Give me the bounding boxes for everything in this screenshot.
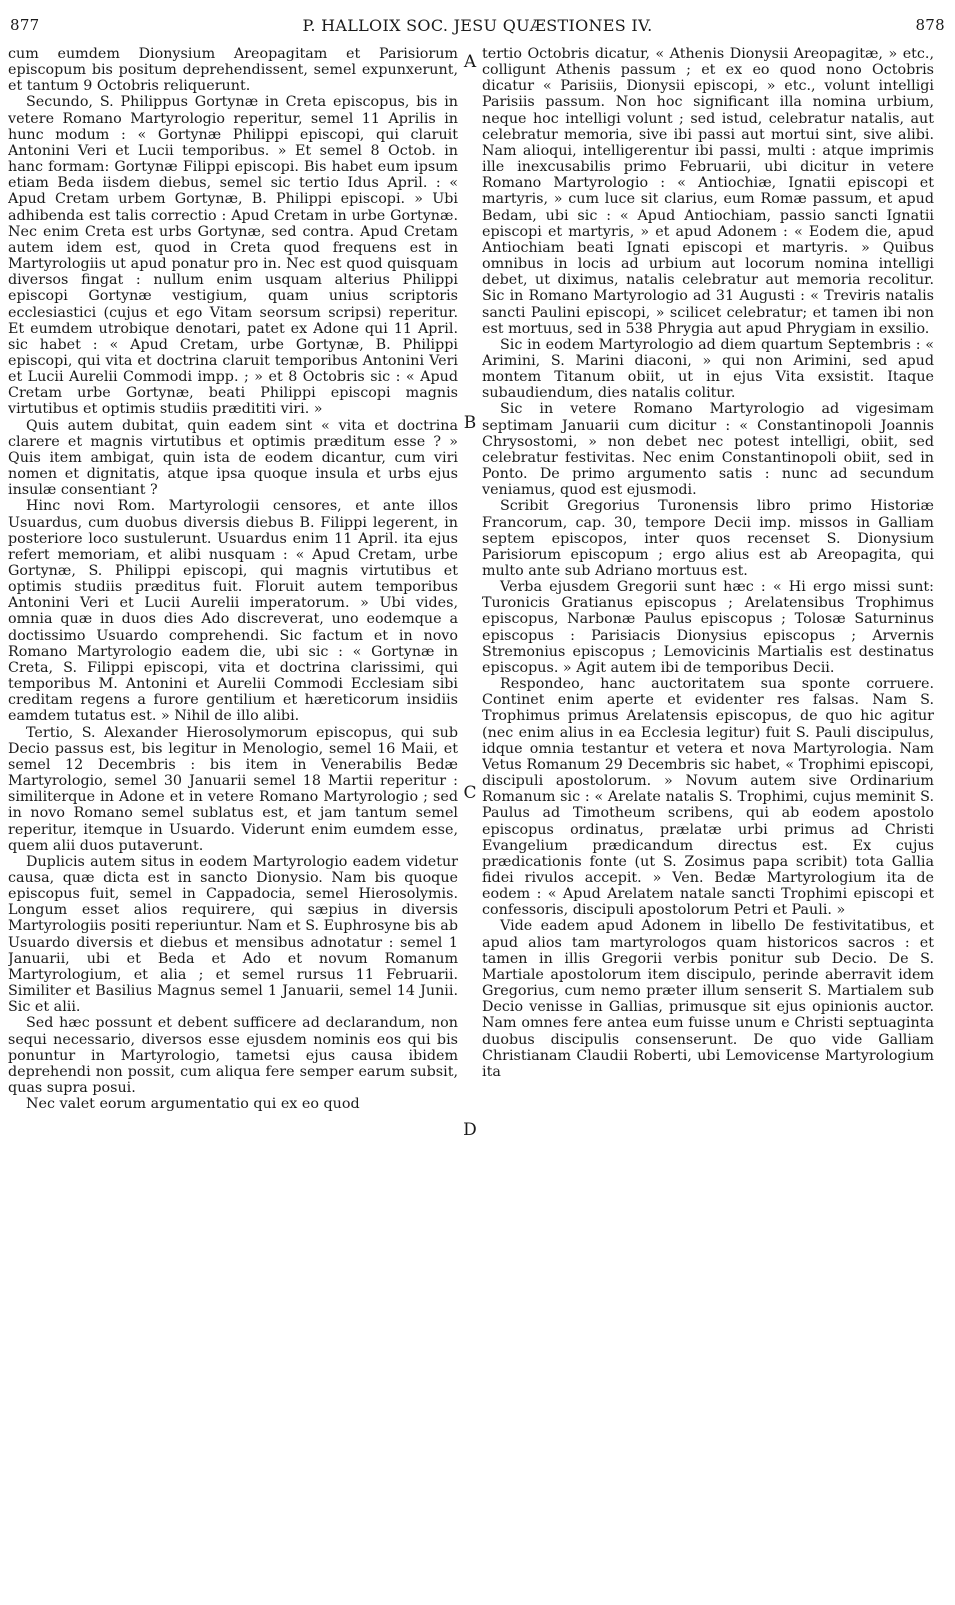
paragraph: Secundo, S. Philippus Gortynæ in Creta episcopus, bis in vetere Romano Martyrologio reperitur, semel 11 Aprilis in hunc modum : « Gortynæ Philippi episcopi, qui claruit Antonini Veri et Lucii temporibus. » Et semel 8 Octob. in hanc formam: Gortynæ Filippi episcopi. Bis habet eum ipsum etiam Beda iisdem diebus, semel sic tertio Idus April. : « Apud Cretam urbem Gortynæ, B. Philippi episcopi. » Ubi adhibenda est talis correctio : Apud Cretam in urbe Gortynæ. Nec enim Creta est urbs Gortynæ, sed contra. Apud Cretam autem idem est, quod in Creta quod frequens est in Martyrologiis ut apud ponatur pro in. Nec est quod quisquam diversos fingat : nullum enim usquam alterius Philippi episcopi Gortynæ vestigium, quam unius scriptoris ecclesiastici (cujus et ego Vitam seorsum scripsi) reperitur. Et eumdem utrobique denotari, patet ex Adone qui 11 April. sic habet : « Apud Cretam, urbe Gortynæ, B. Philippi episcopi, qui vita et doctrina claruit temporibus Antonini Veri et Lucii Aurelii Commodi impp. ; » et 8 Octobris sic : « Apud Cretam urbe Gortynæ, beati Philippi episcopi magnis virtutibus et optimis studiis prædititi viri. » xyxy=(8,94,458,418)
paragraph: Nec valet eorum argumentatio qui ex eo quod xyxy=(26,1096,360,1113)
margin-marker-b: B xyxy=(463,413,477,433)
left-column xyxy=(8,46,458,1591)
paragraph: Scribit Gregorius Turonensis libro primo Historiæ Francorum, cap. 30, tempore Decii imp. missos in Galliam septem episcopos, inter quos recenset S. Dionysium Parisiorum episcopum ; ergo alius est ab Areopagita, qui multo ante sub Adriano mortuus est. xyxy=(482,498,934,579)
paragraph: Sic in eodem Martyrologio ad diem quartum Septembris : « Arimini, S. Marini diaconi, » qui non Arimini, sed apud montem Titanum obiit, ut in ejus Vita exsistit. Itaque subaudiendum, dies natalis colitur. xyxy=(482,336,934,402)
page-number-right: 878 xyxy=(915,16,945,34)
margin-marker-d: D xyxy=(463,1120,477,1140)
paragraph: Tertio, S. Alexander Hierosolymorum episcopus, qui sub Decio passus est, bis legitur in Menologio, semel 16 Maii, et semel 12 Decembris : bis item in Venerabilis Bedæ Martyrologio, semel 30 Januarii semel 18 Martii reperitur : similiterque in Adone et in vetere Romano Martyrologio ; sed in novo Romano semel sublatus est, et jam tantum semel reperitur, itemque in Usuardo. Viderunt enim eumdem esse, quem alii duos putaverunt. xyxy=(8,724,458,854)
paragraph: Respondeo, hanc auctoritatem sua sponte corruere. Continet enim aperte et evidenter res falsas. Nam S. Trophimus primus Arelatensis episcopus, de quo hic agitur (nec enim alius in ea Ecclesia legitur) fuit S. Pauli discipulus, idque omnia testantur et vetera et nova Martyrologia. Nam Vetus Romanum 29 Decembris sic habet, « Trophimi episcopi, discipuli apostolorum. » Novum autem sive Ordinarium Romanum sic : « Arelate natalis S. Trophimi, cujus meminit S. Paulus ad Timotheum scribens, qui ab eodem apostolo episcopus ordinatus, prælatæ urbi primus ad Christi Evangelium prædicandum directus est. Ex cujus prædicationis fonte (ut S. Zosimus papa scribit) tota Gallia fidei rivulos accepit. » Ven. Bedæ Martyrologium ita de eodem : « Apud Arelatem natale sancti Trophimi episcopi et confessoris, discipuli apostolorum Petri et Pauli. » xyxy=(482,676,934,919)
paragraph: Verba ejusdem Gregorii sunt hæc : « Hi ergo missi sunt: Turonicis Gratianus episcopus ; Arelatensibus Trophimus episcopus, Narbonæ Paulus episcopus ; Tolosæ Saturninus episcopus : Parisiacis Dionysius episcopus ; Arvernis Stremonius episcopus ; Lemovicinis Martialis est destinatus episcopus. » Agit autem ibi de temporibus Decii. xyxy=(482,579,934,676)
page-number-left: 877 xyxy=(10,16,40,34)
paragraph: Vide eadem apud Adonem in libello De festivitatibus, et apud alios tam martyrologos quam historicos sacros : et tamen in illis Gregorii verbis ponitur sub Decio. De S. Martiale apostolorum item discipulo, perinde aberravit idem Gregorius, cum nemo præter illum senserit S. Martialem sub Decio venisse in Gallias, primusque sit ejus opinionis auctor. Nam omnes fere antea eum fuisse unum e Christi septuaginta duobus discipulis consenserunt. De quo vide Galliam Christianam Claudii Roberti, ubi Lemovicense Martyrologium ita xyxy=(482,918,934,1080)
running-title: P. HALLOIX SOC. JESU QUÆSTIONES IV. xyxy=(302,16,653,35)
paragraph: Sic in vetere Romano Martyrologio ad vigesimam septimam Januarii cum dicitur : « Constantinopoli Joannis Chrysostomi, » non debet nec potest intelligi, obiit, sed celebratur festivitas. Nec enim Constantinopoli obiit, sed in Ponto. De primo argumento satis : nunc ad secundum veniamus, quod est ejusmodi. xyxy=(482,401,934,499)
paragraph: Sed hæc possunt et debent sufficere ad declarandum, non sequi necessario, diversos esse ejusdem nominis eos qui bis ponuntur in Martyrologio, tametsi ejus causa ibidem deprehendi non possit, cum aliqua fere semper earum subsit, quas supra posui. xyxy=(8,1015,458,1096)
margin-marker-a: A xyxy=(463,52,477,72)
paragraph: Duplicis autem situs in eodem Martyrologio eadem videtur causa, quæ dicta est in sancto Dionysio. Nam bis quoque episcopus fuit, semel in Cappadocia, semel Hierosolymis. Longum esset alios requirere, qui sæpius in diversis Martyrologiis positi reperiuntur. Nam et S. Euphrosyne bis ab Usuardo diversis et diebus et mensibus adnotatur : semel 1 Januarii, ubi et Beda et Ado et novum Romanum Martyrologium, et alia ; et semel rursus 11 Februarii. Similiter et Basilius Magnus semel 1 Januarii, semel 14 Junii. Sic et alii. xyxy=(8,853,458,1016)
right-column xyxy=(482,46,934,1591)
paragraph: tertio Octobris dicatur, « Athenis Dionysii Areopagitæ, » etc., colligunt Athenis passum ; et ex eo quod nono Octobris dicatur « Parisiis, Dionysii episcopi, » etc., volunt intelligi Parisiis passum. Non hoc significant illa nomina urbium, neque hoc intelligi volunt ; sed istud, celebratur natalis, aut celebratur memoria, sive ibi passi aut mortui sint, sive alibi. Nam alioqui, intelligerentur ibi passi, multi : atque imprimis ille inexcusabilis primo Februarii, ubi dicitur in vetere Romano Martyrologio : « Antiochiæ, Ignatii episcopi et martyris, » cum luce sit clarius, eum Romæ passum, et apud Bedam, ubi sic : « Apud Antiochiam, passio sancti Ignatii episcopi et martyris, » et apud Adonem : « Eodem die, apud Antiochiam beati Ignati episcopi et martyris. » Quibus omnibus in locis ad urbium aut locorum nomina intelligi debet, ut diximus, natalis celebratur aut memoria recolitur. Sic in Romano Martyrologio ad 31 Augusti : « Treviris natalis sancti Paulini episcopi, » scilicet celebratur; et tamen ibi non est mortuus, sed in 538 Phrygia aut apud Phrygiam in exsilio. xyxy=(482,46,934,337)
paragraph: Hinc novi Rom. Martyrologii censores, et ante illos Usuardus, cum duobus diversis diebus B. Filippi legerent, in posteriore loco sustulerunt. Usuardus enim 11 April. ita ejus refert memoriam, et alibi nusquam : « Apud Cretam, urbe Gortynæ, S. Philippi episcopi, qui magnis virtutibus et optimis studiis præditus fuit. Floruit autem temporibus Antonini Veri et Lucii Aurelii imperatorum. » Ubi vides, omnia quæ in duos dies Ado discreverat, uno eodemque a doctissimo Usuardo comprehendi. Sic factum et in novo Romano Martyrologio eadem die, ubi sic : « Gortynæ in Creta, S. Filippi episcopi, vita et doctrina clarissimi, qui temporibus M. Antonini et Aurelii Commodi Ecclesiam sibi creditam regens a furore gentilium et hæreticorum insidiis eamdem tutatus est. » Nihil de illo alibi. xyxy=(8,498,458,725)
margin-marker-c: C xyxy=(463,783,477,803)
paragraph: cum eumdem Dionysium Areopagitam et Parisiorum episcopum bis positum deprehendissent, semel expunxerunt, et tantum 9 Octobris reliquerunt. xyxy=(8,46,458,95)
paragraph: Quis autem dubitat, quin eadem sint « vita et doctrina clarere et magnis virtutibus et optimis præditum esse ? » Quis item ambigat, quin ista de eodem dicantur, cum viri nomen et dignitatis, atque ipsa quoque insula et urbs ejus insulæ consentiant ? xyxy=(8,417,458,499)
page-header xyxy=(0,6,955,35)
